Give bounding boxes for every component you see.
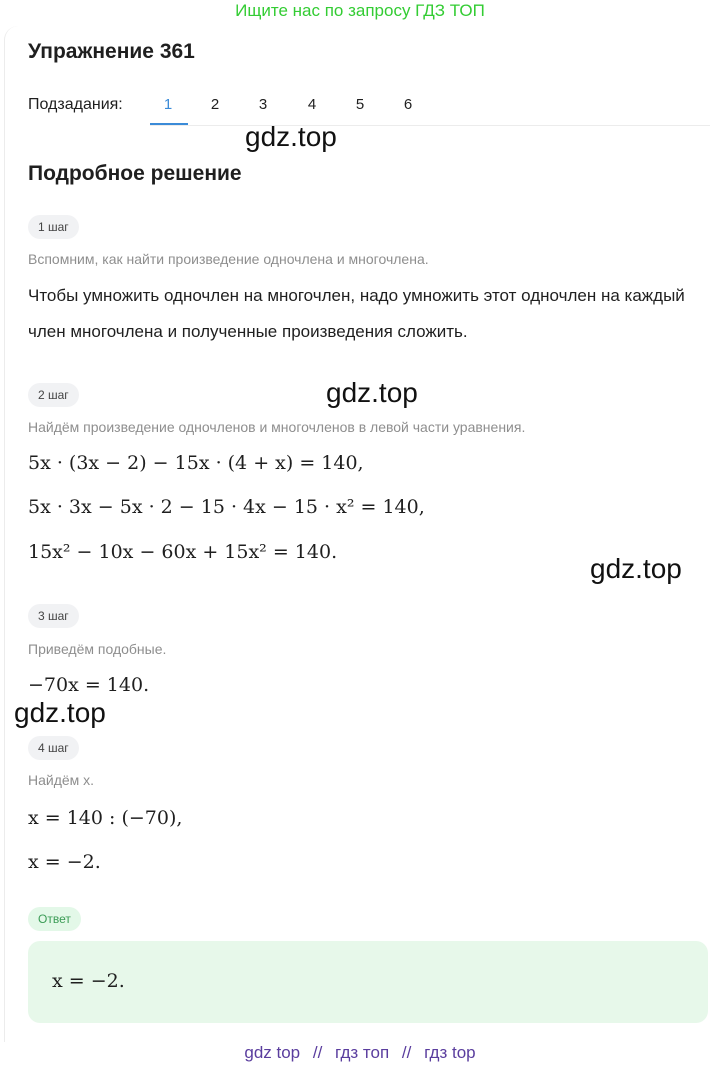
subtask-tab-5[interactable]: 5 xyxy=(355,96,365,113)
answer-badge: Ответ xyxy=(28,907,81,931)
step-hint: Найдём произведение одночленов и многочленов в левой части уравнения. xyxy=(28,419,526,435)
step-badge: 2 шаг xyxy=(28,383,79,407)
step-hint: Приведём подобные. xyxy=(28,641,167,657)
answer-box xyxy=(28,941,708,1023)
math-line: x = 140 : (−70), xyxy=(28,807,183,829)
footer-links xyxy=(0,1043,720,1063)
tabs-divider xyxy=(150,125,710,126)
answer-value: x = −2. xyxy=(52,970,125,992)
watermark: gdz.top xyxy=(14,697,106,728)
page-title: Упражнение 361 xyxy=(28,40,195,63)
step-badge: 4 шаг xyxy=(28,736,79,760)
step-hint: Вспомним, как найти произведение одночлена и многочлена. xyxy=(28,251,429,267)
watermark: gdz.top xyxy=(590,553,682,584)
step-text: Чтобы умножить одночлен на многочлен, надо умножить этот одночлен на каждый член многочлена и полученные произведения сложить. xyxy=(28,286,685,341)
math-line: 5x · (3x − 2) − 15x · (4 + x) = 140, xyxy=(28,452,364,474)
math-line: 15x² − 10x − 60x + 15x² = 140. xyxy=(28,541,338,563)
math-line: 5x · 3x − 5x · 2 − 15 · 4x − 15 · x² = 140, xyxy=(28,496,425,518)
subtask-tab-1[interactable]: 1 xyxy=(163,96,173,113)
subtask-tab-6[interactable]: 6 xyxy=(403,96,413,113)
math-line: x = −2. xyxy=(28,851,101,873)
subtask-tab-3[interactable]: 3 xyxy=(258,96,268,113)
step-hint: Найдём x. xyxy=(28,772,95,788)
subtask-tab-4[interactable]: 4 xyxy=(307,96,317,113)
footer-link[interactable]: gdz top xyxy=(244,1043,301,1062)
footer-separator: // xyxy=(312,1043,323,1062)
watermark: gdz.top xyxy=(326,377,418,408)
step-badge: 3 шаг xyxy=(28,604,79,628)
watermark: gdz.top xyxy=(245,121,337,152)
subtask-tab-2[interactable]: 2 xyxy=(210,96,220,113)
footer-link[interactable]: гдз top xyxy=(424,1043,476,1062)
section-title: Подробное решение xyxy=(28,162,242,185)
subtasks-label: Подзадания: xyxy=(28,96,123,113)
math-line: −70x = 140. xyxy=(28,674,150,696)
footer-link[interactable]: гдз топ xyxy=(335,1043,390,1062)
top-banner: Ищите нас по запросу ГДЗ ТОП xyxy=(235,1,485,20)
step-badge: 1 шаг xyxy=(28,215,79,239)
footer-separator: // xyxy=(401,1043,412,1062)
